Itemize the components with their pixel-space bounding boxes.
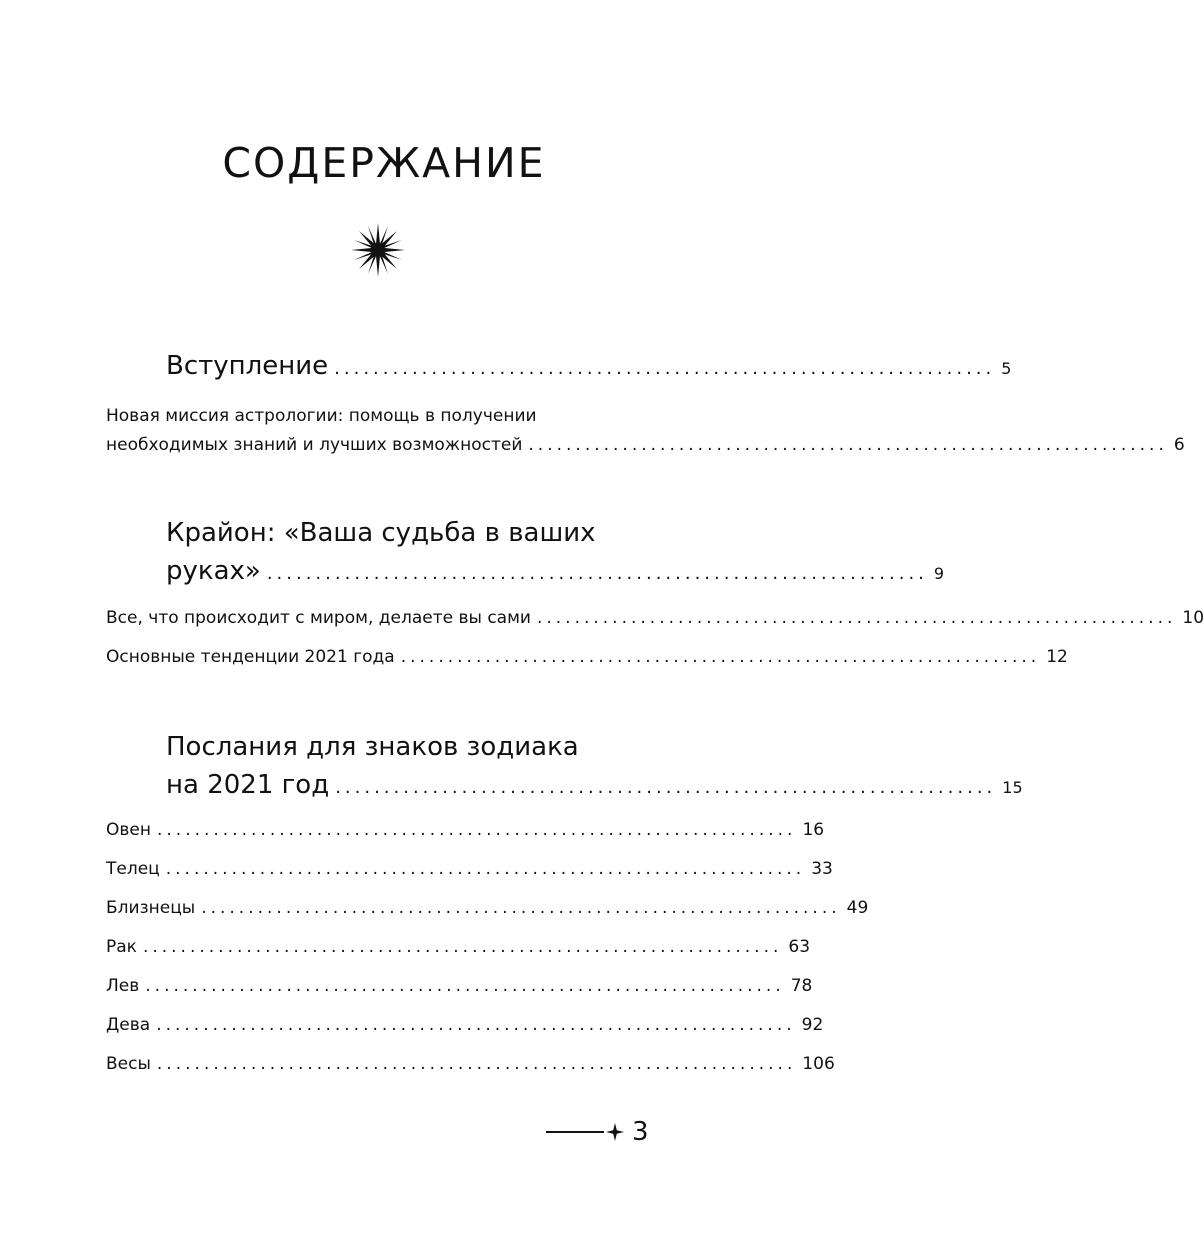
dot-leader: .................................................................... [156, 820, 797, 840]
dot-leader: .................................................................... [400, 647, 1041, 667]
page-title: СОДЕРЖАНИЕ [222, 139, 546, 188]
section-title: Крайон: «Ваша судьба в ваших [166, 518, 596, 548]
toc-section-heading[interactable] [166, 514, 945, 593]
page-number: 92 [801, 1015, 824, 1035]
entry-title: Рак [106, 937, 137, 957]
dot-leader: .................................................................... [536, 608, 1177, 628]
page-number: 15 [1002, 778, 1023, 797]
section-title: Вступление [166, 351, 329, 381]
page-number: 106 [802, 1054, 835, 1074]
page-number: 10 [1182, 608, 1204, 628]
page-number: 9 [933, 564, 945, 583]
toc-section-heading[interactable] [166, 347, 1012, 388]
page-number: 12 [1046, 647, 1068, 667]
page-number: 63 [788, 937, 811, 957]
entry-title: Новая миссия астрологии: помощь в получении [106, 406, 537, 426]
section-title: Послания для знаков зодиака [166, 732, 579, 762]
dot-leader: .................................................................... [156, 1015, 796, 1035]
entry-title: Лев [106, 976, 140, 996]
entry-title: Все, что происходит с миром, делаете вы сами [106, 608, 531, 628]
toc-entry[interactable] [106, 1050, 835, 1079]
entry-title: необходимых знаний и лучших возможностей [106, 435, 523, 455]
toc-entry[interactable] [106, 402, 1185, 460]
entry-title: Весы [106, 1054, 151, 1074]
entry-title: Основные тенденции 2021 года [106, 647, 395, 667]
dot-leader: .................................................................... [145, 976, 785, 996]
dot-leader: .................................................................... [334, 358, 996, 379]
page-number-footer: 3 [632, 1117, 649, 1147]
toc-entry[interactable] [106, 816, 825, 845]
footer-rule [546, 1131, 604, 1133]
four-point-star-icon [606, 1123, 624, 1141]
toc-entry[interactable] [106, 1011, 824, 1040]
entry-title: Овен [106, 820, 151, 840]
toc-entry[interactable] [106, 972, 813, 1001]
dot-leader: .................................................................... [335, 777, 997, 798]
section-title: на 2021 год [166, 770, 330, 800]
entry-title: Дева [106, 1015, 151, 1035]
dot-leader: .................................................................... [142, 937, 783, 957]
toc-entry[interactable] [106, 933, 811, 962]
section-title: руках» [166, 556, 261, 586]
dot-leader: .................................................................... [165, 859, 806, 879]
toc-entry[interactable] [106, 604, 1204, 633]
page-footer [546, 1115, 656, 1149]
toc-entry[interactable] [106, 855, 833, 884]
starburst-icon [350, 222, 406, 278]
entry-title: Телец [106, 859, 160, 879]
page-number: 78 [790, 976, 813, 996]
page-number: 49 [846, 898, 869, 918]
page-number: 6 [1173, 435, 1185, 455]
dot-leader: .................................................................... [266, 563, 928, 584]
page-number: 5 [1001, 359, 1012, 378]
page-number: 33 [811, 859, 833, 879]
dot-leader: .................................................................... [156, 1054, 797, 1074]
page-number: 16 [802, 820, 825, 840]
toc-entry[interactable] [106, 643, 1068, 672]
toc-section-heading[interactable] [166, 728, 1023, 807]
entry-title: Близнецы [106, 898, 196, 918]
toc-entry[interactable] [106, 894, 869, 923]
dot-leader: .................................................................... [201, 898, 841, 918]
dot-leader: .................................................................... [528, 435, 1168, 455]
